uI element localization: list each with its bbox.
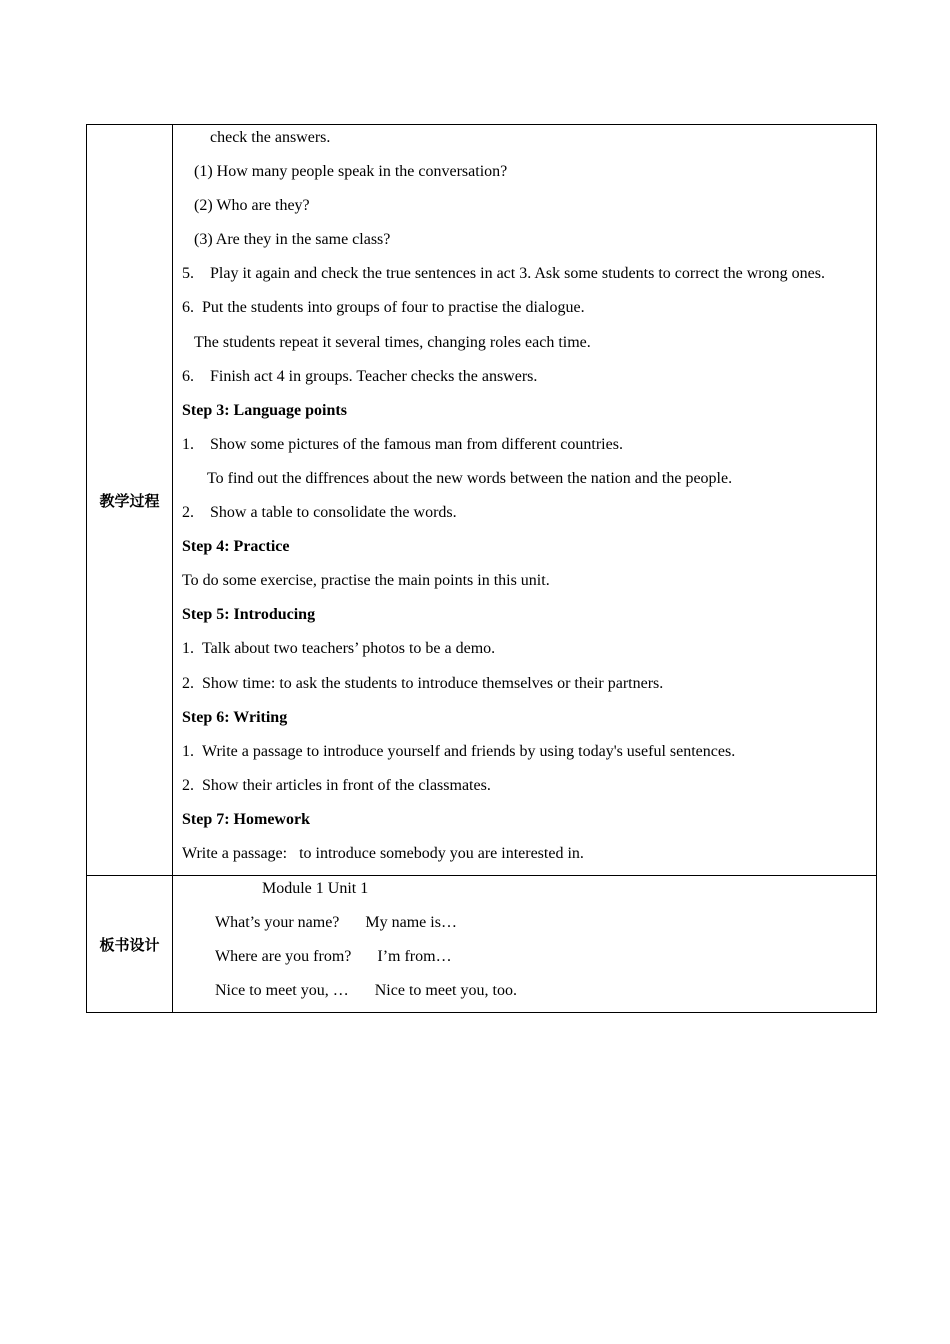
- list-text: Show some pictures of the famous man from different countries.: [210, 435, 623, 453]
- text-line: (2) Who are they?: [194, 197, 310, 215]
- list-number: 6.: [182, 367, 194, 385]
- list-text: Play it again and check the true sentences in act 3. Ask some students to correct the wrong ones.: [210, 265, 825, 283]
- text-line: check the answers.: [210, 129, 331, 146]
- list-number: 2.: [182, 776, 194, 794]
- board-line: [182, 978, 868, 1012]
- teaching-process-row: [87, 125, 877, 876]
- list-item: [182, 636, 868, 670]
- list-number: 1.: [182, 640, 194, 658]
- board-line: [182, 910, 868, 944]
- list-number: 2.: [182, 674, 194, 692]
- lesson-plan-table: [86, 124, 877, 1013]
- list-item: [182, 671, 868, 705]
- list-number: 1.: [182, 742, 194, 760]
- step-heading: Step 7: Homework: [182, 810, 310, 828]
- list-text: Talk about two teachers’ photos to be a demo.: [202, 640, 496, 658]
- text-line: To find out the diffrences about the new words between the nation and the people.: [207, 469, 733, 487]
- board-answer: Nice to meet you, too.: [374, 982, 517, 1000]
- list-number: 2.: [182, 504, 194, 522]
- board-answer: My name is…: [365, 914, 457, 932]
- list-item: [182, 432, 868, 466]
- list-text: Show their articles in front of the classmates.: [202, 776, 491, 794]
- list-text: Show time: to ask the students to introduce themselves or their partners.: [202, 674, 664, 692]
- teaching-process-label: 教学过程: [87, 125, 173, 876]
- board-question: Nice to meet you, …: [215, 982, 349, 1000]
- list-number: 5.: [182, 265, 194, 283]
- step-heading: Step 5: Introducing: [182, 606, 316, 624]
- board-design-label: 板书设计: [87, 876, 173, 1013]
- step-heading: Step 6: Writing: [182, 708, 288, 726]
- step-heading: Step 4: Practice: [182, 538, 290, 556]
- list-item: [182, 739, 868, 773]
- text-line: To do some exercise, practise the main points in this unit.: [182, 572, 550, 590]
- board-design-content: [173, 876, 877, 1013]
- text-line: The students repeat it several times, changing roles each time.: [194, 333, 591, 351]
- board-title: Module 1 Unit 1: [262, 880, 369, 898]
- board-question: Where are you from?: [215, 948, 352, 966]
- board-design-row: [87, 876, 877, 1013]
- list-item: [182, 261, 868, 295]
- step-heading: Step 3: Language points: [182, 401, 347, 419]
- list-text: Write a passage to introduce yourself and friends by using today's useful sentences.: [202, 742, 736, 760]
- list-item: [182, 295, 868, 329]
- list-number: 6.: [182, 299, 194, 317]
- list-item: [182, 364, 868, 398]
- board-answer: I’m from…: [377, 948, 452, 966]
- teaching-process-content: [173, 125, 877, 876]
- list-text: Show a table to consolidate the words.: [210, 504, 457, 522]
- list-number: 1.: [182, 435, 194, 453]
- list-item: [182, 773, 868, 807]
- text-line: (3) Are they in the same class?: [194, 231, 391, 249]
- board-line: [182, 944, 868, 978]
- board-question: What’s your name?: [215, 914, 340, 932]
- text-line: (1) How many people speak in the conversation?: [194, 163, 508, 181]
- list-item: [182, 500, 868, 534]
- list-text: Put the students into groups of four to practise the dialogue.: [202, 299, 585, 317]
- list-text: Finish act 4 in groups. Teacher checks the answers.: [210, 367, 538, 385]
- text-line: Write a passage: to introduce somebody you are interested in.: [182, 844, 584, 862]
